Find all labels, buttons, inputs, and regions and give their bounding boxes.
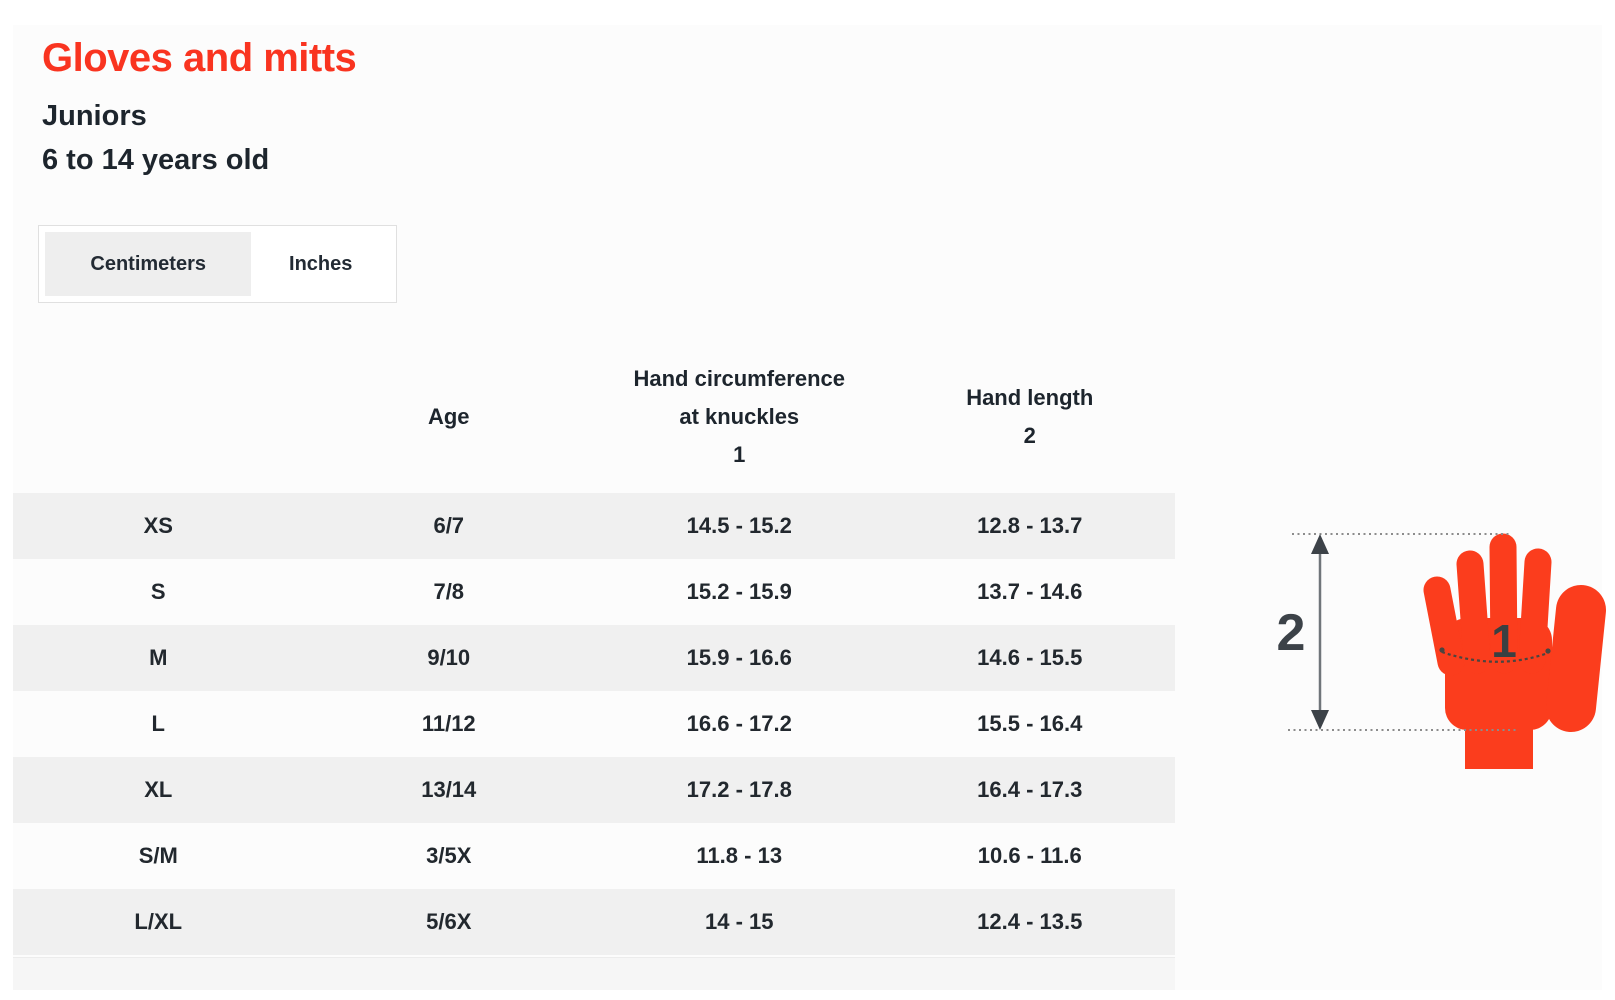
row-age: 11/12	[421, 711, 476, 736]
page-title: Gloves and mitts	[42, 36, 357, 80]
table-row	[13, 889, 1175, 955]
table-row	[13, 625, 1175, 691]
table-row	[13, 691, 1175, 757]
row-hand-length: 15.5 - 16.4	[977, 711, 1083, 736]
units-tab-group	[38, 225, 397, 303]
row-size: XL	[144, 777, 173, 802]
row-age: 6/7	[433, 513, 465, 538]
row-hand-circumference: 15.2 - 15.9	[686, 579, 792, 604]
row-hand-circumference: 11.8 - 13	[696, 843, 783, 868]
header-size	[13, 340, 304, 493]
row-hand-circumference: 16.6 - 17.2	[686, 711, 792, 736]
row-size: M	[149, 645, 168, 670]
table-row-partial	[13, 957, 1175, 990]
row-hand-length: 10.6 - 11.6	[977, 843, 1082, 868]
row-hand-length: 12.8 - 13.7	[977, 513, 1083, 538]
row-hand-length: 16.4 - 17.3	[977, 777, 1083, 802]
row-hand-circumference: 15.9 - 16.6	[686, 645, 792, 670]
row-size: S	[150, 579, 166, 604]
header-hand-length: Hand length 2	[966, 384, 1094, 448]
row-hand-length: 14.6 - 15.5	[977, 645, 1083, 670]
row-size: L/XL	[134, 909, 183, 934]
tab-inches[interactable]: Inches	[251, 232, 390, 296]
tab-centimeters[interactable]: Centimeters	[45, 232, 251, 296]
table-row	[13, 493, 1175, 559]
page-subtitle	[42, 94, 269, 182]
hand-circumference-marker-label: 1	[1491, 615, 1517, 667]
header-age: Age	[427, 403, 470, 429]
row-hand-circumference: 17.2 - 17.8	[686, 777, 792, 802]
row-size: L	[151, 711, 165, 736]
row-size: S/M	[138, 843, 178, 868]
row-age: 7/8	[433, 579, 465, 604]
row-age: 9/10	[427, 645, 471, 670]
row-hand-length: 13.7 - 14.6	[977, 579, 1083, 604]
row-hand-circumference: 14.5 - 15.2	[686, 513, 792, 538]
hand-measurement-diagram	[1240, 500, 1610, 915]
row-hand-circumference: 14 - 15	[705, 909, 774, 934]
header-hand-circumference: Hand circumference at knuckles 1	[633, 365, 846, 467]
hand-length-arrow-icon	[1311, 534, 1329, 730]
row-size: XS	[143, 513, 173, 538]
size-table-header	[13, 340, 1175, 493]
table-row	[13, 757, 1175, 823]
subtitle-age-range: 6 to 14 years old	[42, 144, 270, 176]
subtitle-category: Juniors	[42, 100, 147, 132]
table-row	[13, 823, 1175, 889]
row-age: 13/14	[421, 777, 477, 802]
row-age: 5/6X	[426, 909, 472, 934]
row-age: 3/5X	[426, 843, 472, 868]
hand-length-marker-label: 2	[1276, 604, 1306, 662]
table-row	[13, 559, 1175, 625]
row-hand-length: 12.4 - 13.5	[977, 909, 1083, 934]
